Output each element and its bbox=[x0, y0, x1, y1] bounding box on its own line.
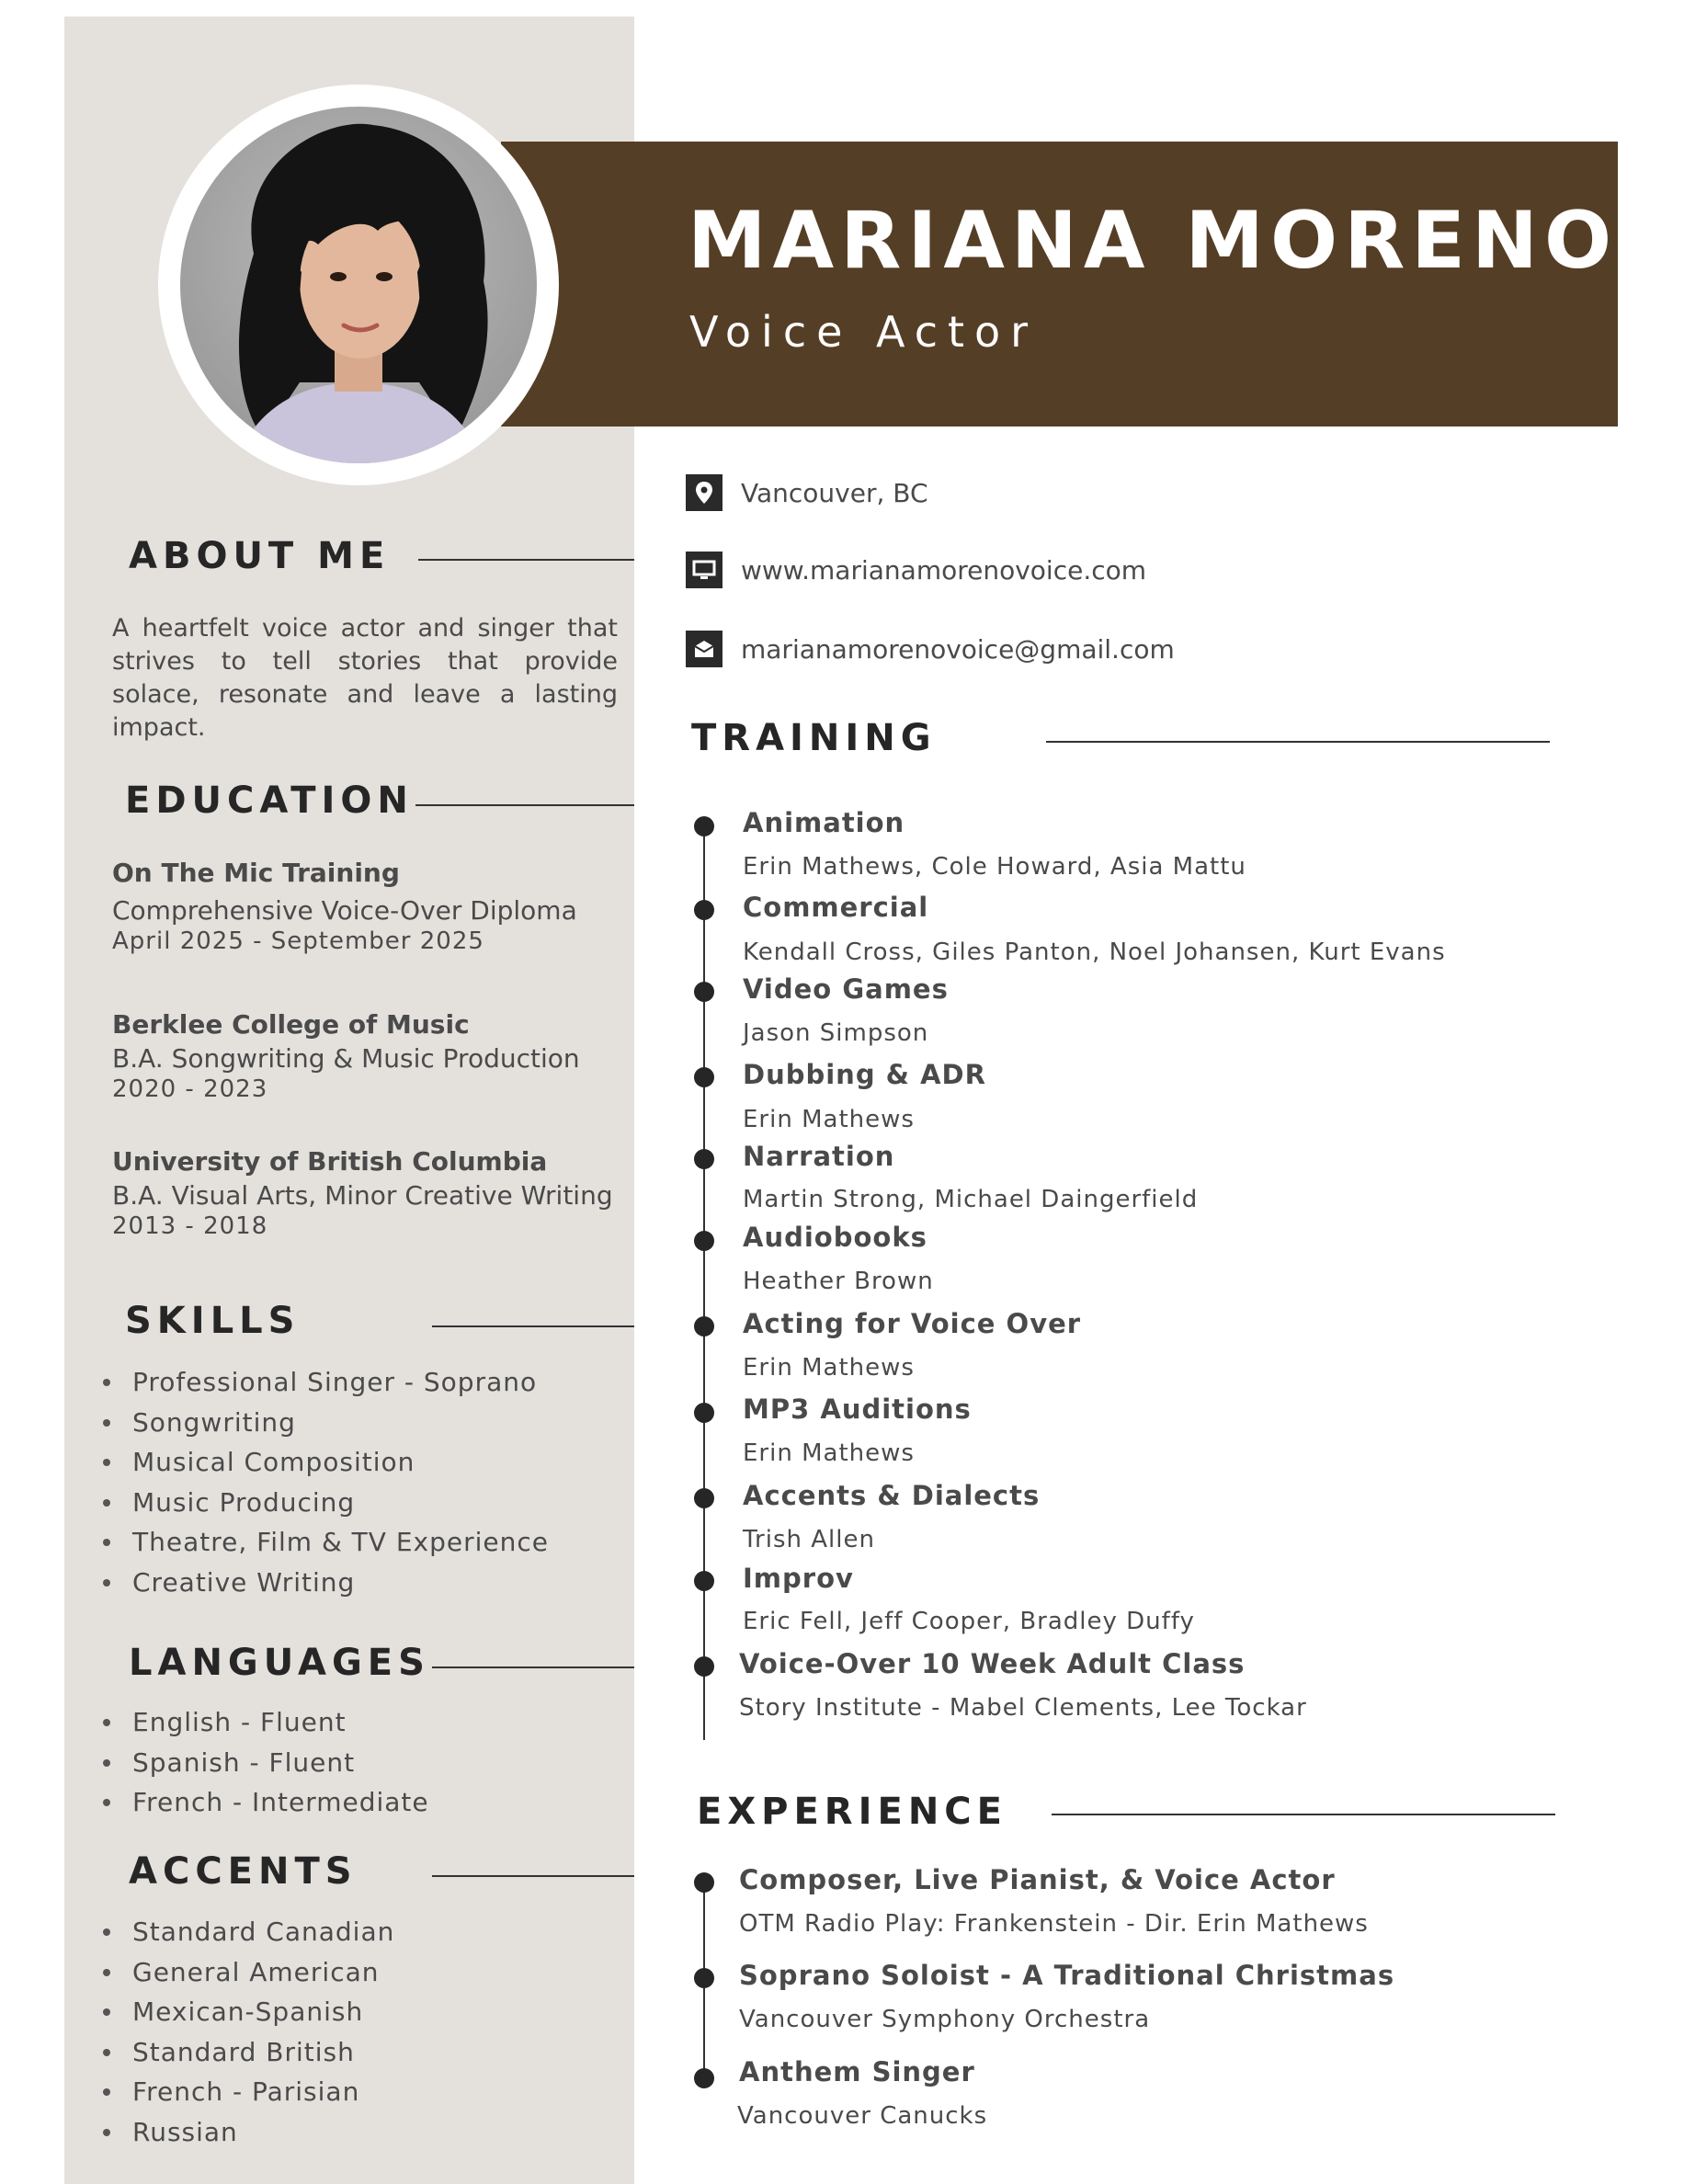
timeline-dot-icon bbox=[694, 900, 714, 920]
list-item: Songwriting bbox=[103, 1403, 549, 1443]
candidate-role: Voice Actor bbox=[689, 307, 1039, 357]
bullet-icon bbox=[103, 1579, 110, 1587]
bullet-icon bbox=[103, 1759, 110, 1767]
bullet-icon bbox=[103, 1459, 110, 1466]
education-dates: April 2025 - September 2025 bbox=[112, 927, 484, 955]
training-title: Commercial bbox=[743, 892, 929, 923]
list-item: French - Parisian bbox=[103, 2072, 394, 2112]
experience-title: Soprano Soloist - A Traditional Christmas bbox=[739, 1960, 1395, 1991]
accents-list bbox=[103, 1912, 394, 2152]
about-heading: ABOUT ME bbox=[129, 535, 391, 577]
bullet-icon bbox=[103, 1799, 110, 1806]
contact-location-text: Vancouver, BC bbox=[741, 477, 928, 508]
training-instructors: Erin Mathews bbox=[743, 1106, 915, 1133]
training-divider bbox=[1046, 741, 1550, 743]
bullet-icon bbox=[103, 1499, 110, 1507]
training-title: Animation bbox=[743, 807, 905, 838]
timeline-dot-icon bbox=[694, 1149, 714, 1169]
education-item bbox=[112, 1146, 627, 1240]
training-instructors: Martin Strong, Michael Daingerfield bbox=[743, 1186, 1199, 1213]
profile-photo bbox=[180, 107, 537, 463]
timeline-dot-icon bbox=[694, 982, 714, 1002]
training-instructors: Eric Fell, Jeff Cooper, Bradley Duffy bbox=[743, 1608, 1195, 1635]
education-dates: 2013 - 2018 bbox=[112, 1212, 268, 1240]
bullet-icon bbox=[103, 2129, 110, 2136]
accents-divider bbox=[432, 1875, 634, 1877]
training-instructors: Jason Simpson bbox=[743, 1019, 929, 1047]
training-title: Dubbing & ADR bbox=[743, 1059, 986, 1090]
training-instructors: Erin Mathews bbox=[743, 1354, 915, 1382]
list-item: Theatre, Film & TV Experience bbox=[103, 1522, 549, 1563]
bullet-icon bbox=[103, 2049, 110, 2056]
location-pin-icon bbox=[686, 474, 723, 511]
languages-heading: LANGUAGES bbox=[129, 1642, 430, 1684]
training-timeline bbox=[703, 823, 705, 1740]
skills-heading: SKILLS bbox=[125, 1300, 301, 1342]
education-heading: EDUCATION bbox=[125, 779, 414, 822]
languages-divider bbox=[432, 1666, 634, 1668]
training-title: Acting for Voice Over bbox=[743, 1308, 1082, 1339]
list-item: Professional Singer - Soprano bbox=[103, 1362, 549, 1403]
experience-divider bbox=[1052, 1814, 1555, 1815]
timeline-dot-icon bbox=[694, 1403, 714, 1423]
contact-email[interactable] bbox=[686, 631, 1175, 667]
education-degree: B.A. Visual Arts, Minor Creative Writing bbox=[112, 1180, 613, 1211]
timeline-dot-icon bbox=[694, 1067, 714, 1087]
experience-title: Composer, Live Pianist, & Voice Actor bbox=[739, 1864, 1336, 1895]
list-item: Standard British bbox=[103, 2032, 394, 2073]
list-item: Russian bbox=[103, 2112, 394, 2153]
experience-title: Anthem Singer bbox=[739, 2056, 975, 2087]
education-item bbox=[112, 858, 627, 955]
experience-detail: OTM Radio Play: Frankenstein - Dir. Erin Mathews bbox=[739, 1910, 1369, 1938]
bullet-icon bbox=[103, 1969, 110, 1976]
training-title: Video Games bbox=[743, 973, 949, 1005]
education-school: On The Mic Training bbox=[112, 858, 400, 888]
training-instructors: Story Institute - Mabel Clements, Lee Tockar bbox=[739, 1694, 1307, 1722]
list-item: English - Fluent bbox=[103, 1702, 429, 1743]
bullet-icon bbox=[103, 1419, 110, 1427]
training-heading: TRAINING bbox=[691, 717, 937, 759]
skills-divider bbox=[432, 1325, 634, 1327]
bullet-icon bbox=[103, 1379, 110, 1386]
training-instructors: Kendall Cross, Giles Panton, Noel Johansen, Kurt Evans bbox=[743, 938, 1446, 966]
list-item: Mexican-Spanish bbox=[103, 1992, 394, 2032]
list-item: Music Producing bbox=[103, 1483, 549, 1523]
experience-heading: EXPERIENCE bbox=[697, 1791, 1007, 1833]
list-item: Standard Canadian bbox=[103, 1912, 394, 1952]
about-divider bbox=[418, 559, 634, 561]
list-item: Creative Writing bbox=[103, 1563, 549, 1603]
languages-list bbox=[103, 1702, 429, 1823]
training-instructors: Erin Mathews, Cole Howard, Asia Mattu bbox=[743, 853, 1246, 881]
training-instructors: Erin Mathews bbox=[743, 1439, 915, 1467]
education-degree: B.A. Songwriting & Music Production bbox=[112, 1043, 580, 1074]
accents-heading: ACCENTS bbox=[129, 1850, 358, 1893]
timeline-dot-icon bbox=[694, 1316, 714, 1337]
contact-location bbox=[686, 474, 928, 511]
education-degree: Comprehensive Voice-Over Diploma bbox=[112, 895, 577, 926]
timeline-dot-icon bbox=[694, 1656, 714, 1677]
education-dates: 2020 - 2023 bbox=[112, 1075, 268, 1103]
envelope-icon bbox=[686, 631, 723, 667]
training-title: Voice-Over 10 Week Adult Class bbox=[739, 1648, 1246, 1679]
skills-list bbox=[103, 1362, 549, 1602]
bullet-icon bbox=[103, 2088, 110, 2096]
training-title: Improv bbox=[743, 1563, 854, 1594]
timeline-dot-icon bbox=[694, 2068, 714, 2088]
timeline-dot-icon bbox=[694, 816, 714, 836]
contact-email-text[interactable]: marianamorenovoice@gmail.com bbox=[741, 633, 1175, 665]
about-text: A heartfelt voice actor and singer that strives to tell stories that provide solace, resonate and leave a lasting impact. bbox=[112, 614, 618, 742]
training-instructors: Heather Brown bbox=[743, 1268, 934, 1295]
list-item: Spanish - Fluent bbox=[103, 1743, 429, 1783]
contact-website[interactable] bbox=[686, 552, 1146, 588]
list-item: General American bbox=[103, 1952, 394, 1993]
education-divider bbox=[415, 804, 634, 806]
list-item: French - Intermediate bbox=[103, 1782, 429, 1823]
contact-website-text[interactable]: www.marianamorenovoice.com bbox=[741, 554, 1147, 586]
education-item bbox=[112, 1009, 627, 1103]
bullet-icon bbox=[103, 1928, 110, 1936]
candidate-name: MARIANA MORENO bbox=[688, 195, 1619, 287]
training-title: Accents & Dialects bbox=[743, 1480, 1041, 1511]
list-item: Musical Composition bbox=[103, 1442, 549, 1483]
monitor-icon bbox=[686, 552, 723, 588]
experience-detail: Vancouver Canucks bbox=[737, 2102, 988, 2130]
timeline-dot-icon bbox=[694, 1571, 714, 1591]
timeline-dot-icon bbox=[694, 1968, 714, 1988]
bullet-icon bbox=[103, 1719, 110, 1726]
training-title: Narration bbox=[743, 1141, 895, 1172]
training-title: MP3 Auditions bbox=[743, 1393, 972, 1425]
experience-detail: Vancouver Symphony Orchestra bbox=[739, 2006, 1151, 2033]
bullet-icon bbox=[103, 2008, 110, 2016]
training-title: Audiobooks bbox=[743, 1222, 927, 1253]
bullet-icon bbox=[103, 1539, 110, 1546]
timeline-dot-icon bbox=[694, 1872, 714, 1893]
timeline-dot-icon bbox=[694, 1231, 714, 1251]
timeline-dot-icon bbox=[694, 1488, 714, 1508]
education-school: Berklee College of Music bbox=[112, 1009, 470, 1040]
training-instructors: Trish Allen bbox=[743, 1526, 875, 1553]
education-school: University of British Columbia bbox=[112, 1146, 548, 1177]
